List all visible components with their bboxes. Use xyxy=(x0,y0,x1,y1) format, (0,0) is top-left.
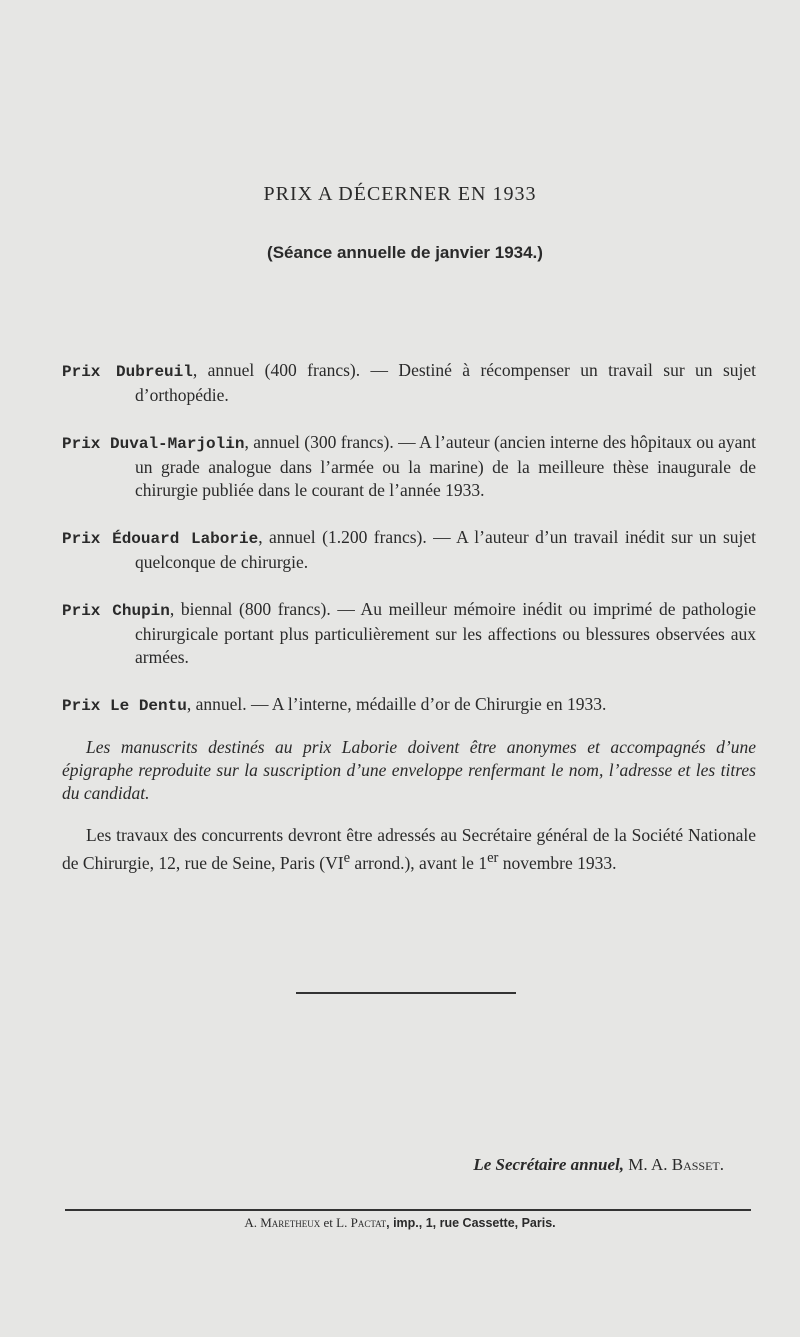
prize-name: Prix Dubreuil xyxy=(62,362,193,381)
superscript: e xyxy=(343,849,351,866)
printer-imp: , imp., xyxy=(386,1216,426,1230)
prize-name: Prix Le Dentu xyxy=(62,696,187,715)
superscript: er xyxy=(487,849,499,866)
prize-name: Prix Chupin xyxy=(62,601,170,620)
signature xyxy=(473,1155,724,1175)
signature-name: Basset. xyxy=(671,1155,724,1174)
prize-description: , annuel (300 francs). — A l’auteur (ancien interne des hôpitaux ou ayant un grade analogue dans l’armée ou la marine) de la meilleure thèse inaugurale de chirurgie publiée dans le courant de l’année 1933. xyxy=(135,431,757,500)
session-subtitle: (Séance annuelle de janvier 1934.) xyxy=(267,243,543,262)
prize-description: , biennal (800 francs). — Au meilleur mémoire inédit ou imprimé de pathologie chirurgicale portant plus particulièrement sur les affections ou blessures observées aux armées. xyxy=(135,598,756,667)
instructions-text: arrond.), avant le 1 xyxy=(350,852,488,873)
printer-name: L. Pactat xyxy=(336,1215,387,1230)
prize-description: , annuel. — A l’interne, médaille d’or de Chirurgie en 1933. xyxy=(186,693,607,714)
prize-edouard-laborie xyxy=(62,526,756,574)
prize-description: , annuel (1.200 francs). — A l’auteur d’un travail inédit sur un sujet quelconque de chirurgie. xyxy=(135,526,756,572)
signature-prefix: M. A. xyxy=(624,1155,672,1174)
printer-conjunction: et xyxy=(320,1215,337,1230)
instructions-text: Les travaux des concurrents devront être adressés au Secrétaire général de la Société Nationale de Chirurgie, 12, rue de Seine, Paris (VI xyxy=(62,824,756,873)
prize-duval-marjolin xyxy=(62,431,756,502)
instructions-text: novembre 1933. xyxy=(498,852,617,873)
section-divider xyxy=(296,992,516,994)
page-title: PRIX A DÉCERNER EN 1933 xyxy=(263,183,537,205)
signature-role: Le Secrétaire annuel, xyxy=(473,1155,625,1174)
prize-name: Prix Édouard Laborie xyxy=(62,529,259,548)
printer-name: A. Maretheux xyxy=(244,1215,321,1230)
prize-chupin xyxy=(62,598,756,669)
printer-imprint xyxy=(0,1215,800,1231)
printer-address: 1, rue Cassette, Paris. xyxy=(425,1216,556,1230)
prize-le-dentu xyxy=(62,693,756,718)
prize-description: , annuel (400 francs). — Destiné à récompenser un travail sur un sujet d’orthopédie. xyxy=(135,359,757,405)
prize-dubreuil xyxy=(62,359,756,407)
prize-list xyxy=(62,341,756,742)
footer-divider xyxy=(65,1209,751,1211)
prize-name: Prix Duval-Marjolin xyxy=(62,434,245,453)
submission-instructions xyxy=(62,824,756,875)
manuscript-note: Les manuscrits destinés au prix Laborie doivent être anonymes et accompagnés d’une épigraphe reproduite sur la suscription d’une enveloppe renfermant le nom, l’adresse et les titres du candidat. xyxy=(62,736,756,803)
